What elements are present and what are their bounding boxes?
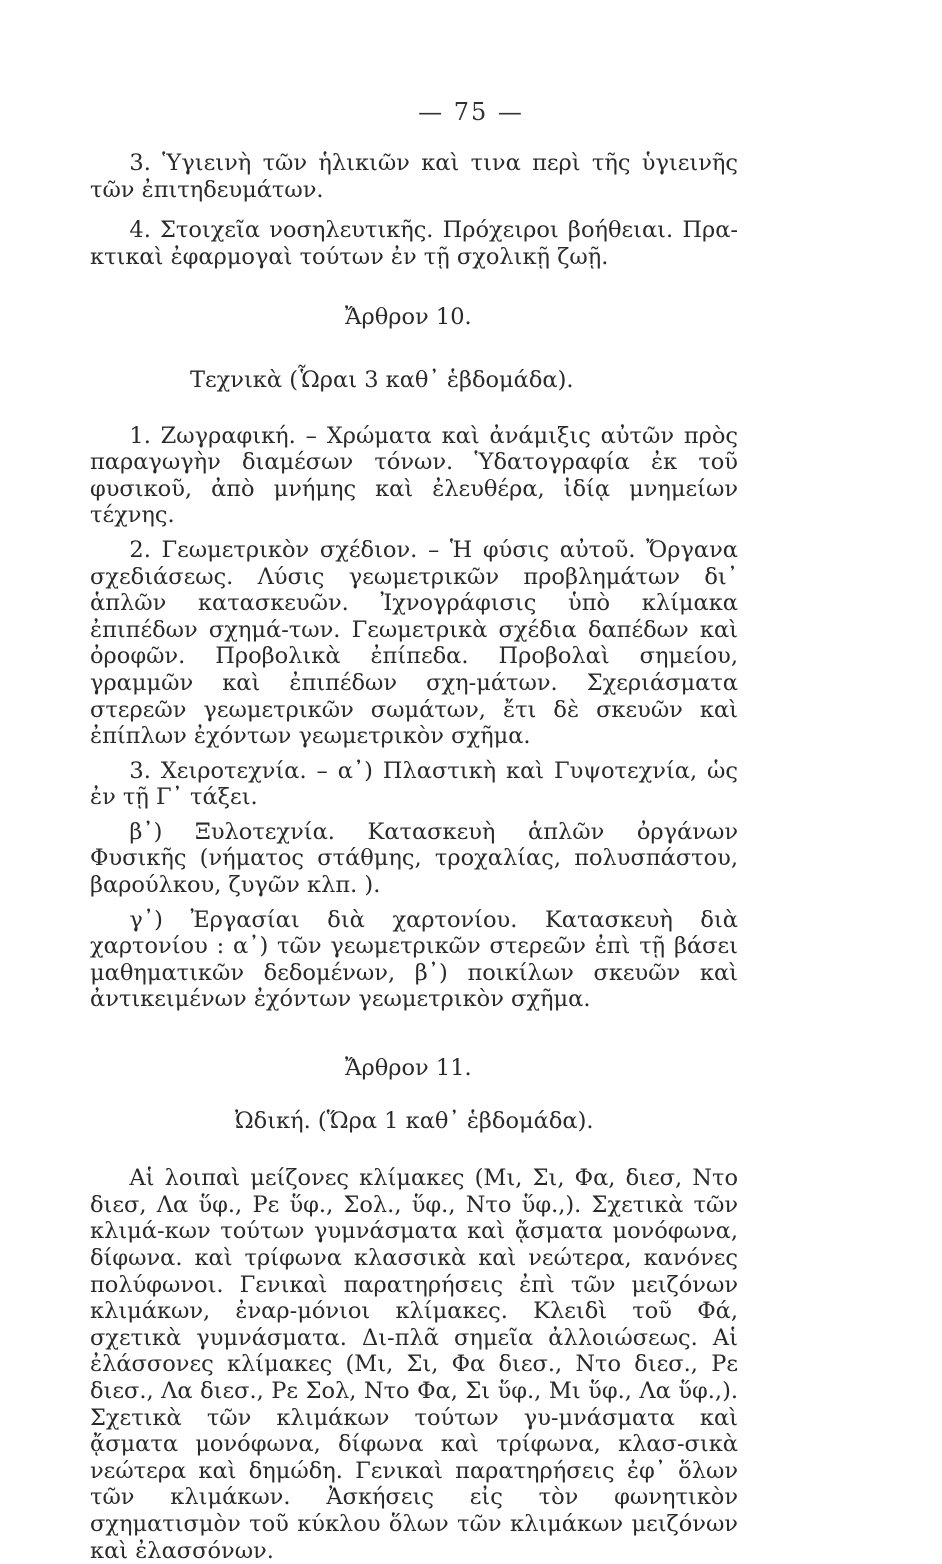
article-10-item-3-handicraft: 3. Χειροτεχνία. – α᾽) Πλαστικὴ καὶ Γυψοτεχνία, ὡς ἐν τῇ Γ᾽ τάξει. xyxy=(90,757,738,811)
item-3-health-paragraph: 3. Ὑγιεινὴ τῶν ἡλικιῶν καὶ τινα περὶ τῆς ὑγιεινῆς τῶν ἐπιτηδευμάτων. xyxy=(90,150,738,203)
article-10-item-2-geometric-drawing: 2. Γεωμετρικὸν σχέδιον. – Ἡ φύσις αὐτοῦ. Ὄργανα σχεδιάσεως. Λύσις γεωμετρικῶν προβλημάτων δι᾽ ἁπλῶν κατασκευῶν. Ἰχνογράφισις ὑπὸ κλίμακα ἐπιπέδων σχημά-των. Γεωμετρικὰ σχέδια δαπέδων καὶ ὀροφῶν. Προβολικὰ ἐπίπεδα. Προβολαὶ σημείου, γραμμῶν καὶ ἐπιπέδων σχη-μάτων. Σχεριάσματα στερεῶν γεωμετρικῶν σωμάτων, ἔτι δὲ σκευῶν καὶ ἐπίπλων ἐχόντων γεωμετρικὸν σχῆμα. xyxy=(90,536,738,750)
article-10-title: Ἄρθρον 10. xyxy=(345,304,472,331)
article-10-item-3b-woodwork: β᾽) Ξυλοτεχνία. Κατασκευὴ ἁπλῶν ὀργάνων Φυσικῆς (νήματος στάθμης, τροχαλίας, πολυσπάστου, βαρούλκου, ζυγῶν κλπ. ). xyxy=(90,818,738,899)
item-4-nursing-paragraph: 4. Στοιχεῖα νοσηλευτικῆς. Πρόχειροι βοήθειαι. Πρα-κτικαὶ ἐφαρμογαὶ τούτων ἐν τῇ σχολικῇ ζωῇ. xyxy=(90,217,738,270)
page-number-header: — 75 — xyxy=(418,98,524,126)
article-10-item-1-painting: 1. Ζωγραφική. – Χρώματα καὶ ἀνάμιξις αὐτῶν πρὸς παραγωγὴν διαμέσων τόνων. Ὑδατογραφία ἐκ τοῦ φυσικοῦ, ἀπὸ μνήμης καὶ ἐλευθέρα, ἰδίᾳ μνημείων τέχνης. xyxy=(90,422,738,529)
article-10-item-3c-cardboard-work: γ᾽) Ἐργασίαι διὰ χαρτονίου. Κατασκευὴ διὰ χαρτονίου : α᾽) τῶν γεωμετρικῶν στερεῶν ἐπὶ τῇ βάσει μαθηματικῶν δεδομένων, β᾽) ποικίλων σκευῶν καὶ ἀντικειμένων ἐχόντων γεωμετρικὸν σχῆμα. xyxy=(90,906,738,1013)
page-body xyxy=(90,150,738,1564)
article-11-subtitle: Ὠδική. (Ὥρα 1 καθ᾽ ἑβδομάδα). xyxy=(235,1107,594,1134)
article-11-title: Ἄρθρον 11. xyxy=(345,1055,472,1082)
article-11-singing-text: Αἱ λοιπαὶ μείζονες κλίμακες (Μι, Σι, Φα, διεσ, Ντο διεσ, Λα ὕφ., Ρε ὕφ., Σολ., ὕφ., Ντο ὕφ.,). Σχετικὰ τῶν κλιμά-κων τούτων γυμνάσματα καὶ ᾄσματα μονόφωνα, δίφωνα. καὶ τρίφωνα κλασσικὰ καὶ νεώτερα, κανόνες πολύφωνοι. Γενικαὶ παρατηρήσεις ἐπὶ τῶν μειζόνων κλιμάκων, ἐναρ-μόνιοι κλίμακες. Κλειδὶ τοῦ Φά, σχετικὰ γυμνάσματα. Δι-πλᾶ σημεῖα ἀλλοιώσεως. Αἱ ἐλάσσονες κλίμακες (Μι, Σι, Φα διεσ., Ντο διεσ., Ρε διεσ., Λα διεσ., Ρε Σολ, Ντο Φα, Σι ὕφ., Μι ὕφ., Λα ὕφ.,). Σχετικὰ τῶν κλιμάκων τούτων γυ-μνάσματα καὶ ᾄσματα μονόφωνα, δίφωνα καὶ τρίφωνα, κλασ-σικὰ νεώτερα καὶ δημώδη. Γενικαὶ παρατηρήσεις ἐφ᾽ ὅλων τῶν κλιμάκων. Ἀσκήσεις εἰς τὸν φωνητικὸν σχηματισμὸν τοῦ κύκλου ὅλων τῶν κλιμάκων μειζόνων καὶ ἐλασσόνων. xyxy=(90,1165,738,1564)
article-10-subtitle: Τεχνικὰ (Ὧραι 3 καθ᾽ ἑβδομάδα). xyxy=(190,366,574,393)
